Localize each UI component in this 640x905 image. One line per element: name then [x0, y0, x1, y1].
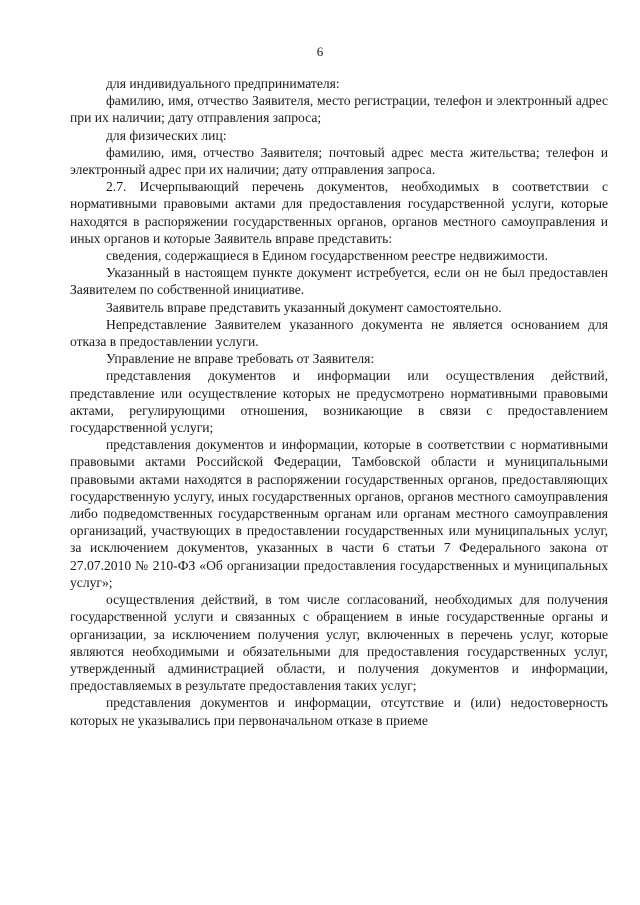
- paragraph-administration-may-not: Управление не вправе требовать от Заявителя:: [106, 351, 375, 367]
- paragraph-individuals-details: фамилию, имя, отчество Заявителя; почтовый адрес места жительства; телефон и электронный адрес при их наличии; дату отправления запроса.: [70, 144, 608, 178]
- page-number: 6: [316, 44, 324, 59]
- paragraph-applicant-may-submit: Заявитель вправе представить указанный документ самостоятельно.: [106, 299, 502, 315]
- paragraph-2-7-documents-list: 2.7. Исчерпывающий перечень документов, необходимых в соответствии с нормативными правовыми актами для предоставления государственной услуги, которые находятся в распоряжении государственных органов, органов местного самоуправления и иных органов и которые Заявитель вправе представить:: [70, 179, 608, 246]
- paragraph-non-submission: Непредставление Заявителем указанного документа не является основанием для отказа в предоставлении услуги.: [70, 316, 608, 350]
- paragraph-individuals-heading: для физических лиц:: [106, 127, 227, 143]
- paragraph-item-actions-approvals: осуществления действий, в том числе согласований, необходимых для получения государственной услуги и связанных с обращением в иные государственные органы и организации, за исключением получения услуг, включенных в перечень услуг, которые являются необходимыми и обязательными для предоставления государственных услуг, утвержденный администрацией области, и получения документов и информации, предоставляемых в результате предоставления таких услуг;: [70, 592, 608, 694]
- paragraph-item-documents-actions: представления документов и информации или осуществления действий, представление или осуществление которых не предусмотрено нормативными правовыми актами, регулирующими отношения, возникающие в связи с предоставлением государственной услуги;: [70, 368, 608, 436]
- paragraph-entrepreneur-details: фамилию, имя, отчество Заявителя, место регистрации, телефон и электронный адрес при их наличии; дату отправления запроса;: [70, 93, 608, 126]
- paragraph-registry-info: сведения, содержащиеся в Едином государственном реестре недвижимости.: [106, 248, 549, 264]
- paragraph-document-requested: Указанный в настоящем пункте документ истребуется, если он не был предоставлен Заявителем по собственной инициативе.: [70, 265, 608, 298]
- paragraph-item-documents-information: представления документов и информации, которые в соответствии с нормативными правовыми актами Российской Федерации, Тамбовской области и муниципальными правовыми актами находятся в распоряжении государственных органов, предоставляющих государственную услугу, иных государственных органов, органов местного самоуправления либо подведомственных государственным органам или органам местного самоуправления организаций, участвующих в предоставлении государственных или муниципальных услуг, за исключением документов, указанных в части 6 статьи 7 Федерального закона от 27.07.2010 № 210-ФЗ «Об организации предоставления государственных и муниципальных услуг»;: [70, 437, 608, 590]
- document-body: [70, 75, 608, 729]
- paragraph-entrepreneur-heading: для индивидуального предпринимателя:: [106, 76, 340, 91]
- paragraph-item-documents-absence: представления документов и информации, отсутствие и (или) недостоверность которых не указывались при первоначальном отказе в приеме: [70, 695, 608, 728]
